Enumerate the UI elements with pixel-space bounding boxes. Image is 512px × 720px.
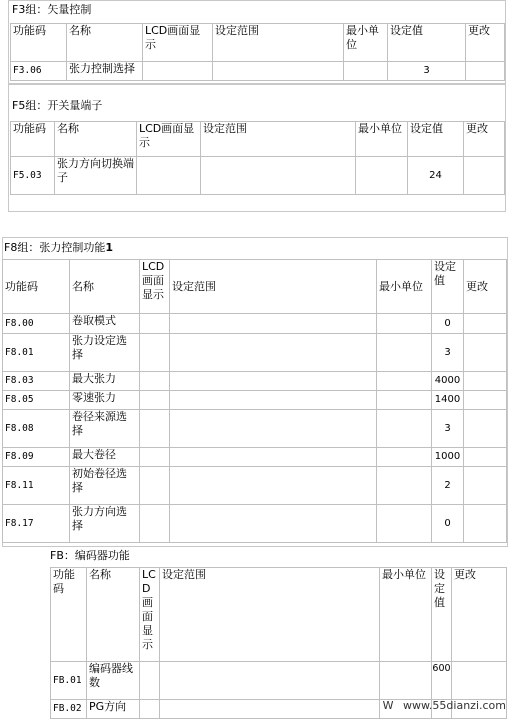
min-unit-cell — [344, 62, 388, 81]
header-cell: 最小单位 — [377, 260, 432, 314]
parameter-name: 最大张力 — [70, 372, 140, 391]
table-row — [3, 467, 507, 505]
min-unit-cell — [377, 372, 432, 391]
header-cell: LCD画面显示 — [140, 260, 170, 314]
watermark-prefix: W — [382, 699, 394, 712]
change-cell — [466, 62, 505, 81]
setting-value: 3 — [432, 334, 464, 372]
header-cell: 设定值 — [388, 24, 466, 62]
function-code: F8.05 — [3, 391, 70, 410]
setting-value: 600 — [432, 662, 452, 700]
function-code: F3.06 — [11, 62, 67, 81]
header-cell: 设定范围 — [213, 24, 344, 62]
header-cell: 更改 — [464, 260, 507, 314]
table-row — [3, 391, 507, 410]
group-f3-title: F3组：矢量控制 — [12, 3, 92, 16]
parameter-name: 最大卷径 — [70, 448, 140, 467]
change-cell — [464, 505, 507, 543]
min-unit-cell — [377, 448, 432, 467]
change-cell — [464, 448, 507, 467]
setting-value: 0 — [432, 505, 464, 543]
parameter-name: 张力设定选择 — [70, 334, 140, 372]
min-unit-cell — [377, 314, 432, 334]
parameter-name: 初始卷径选择 — [70, 467, 140, 505]
setting-range-cell — [170, 334, 377, 372]
table-row — [51, 662, 507, 700]
setting-range-cell — [213, 62, 344, 81]
min-unit-cell — [377, 467, 432, 505]
setting-value: 2 — [432, 467, 464, 505]
min-unit-cell — [377, 391, 432, 410]
setting-value: 4000 — [432, 372, 464, 391]
lcd-display-cell — [143, 62, 213, 81]
lcd-display-cell — [140, 314, 170, 334]
table-row — [11, 157, 505, 195]
header-cell: 最小单位 — [344, 24, 388, 62]
table-header-row — [11, 122, 505, 157]
change-cell — [464, 410, 507, 448]
parameter-name: 卷取模式 — [70, 314, 140, 334]
change-cell — [464, 391, 507, 410]
setting-value: 24 — [408, 157, 464, 195]
header-cell: 设定范围 — [201, 122, 356, 157]
site-watermark — [383, 699, 506, 712]
group-f5-table — [10, 121, 505, 195]
setting-range-cell — [170, 467, 377, 505]
header-cell: 最小单位 — [356, 122, 408, 157]
lcd-display-cell — [140, 391, 170, 410]
table-row — [3, 372, 507, 391]
lcd-display-cell — [140, 700, 160, 719]
group-fb-table — [50, 567, 507, 719]
table-header-row — [3, 260, 507, 314]
min-unit-cell — [377, 505, 432, 543]
header-cell: 名称 — [87, 568, 140, 662]
function-code: F5.03 — [11, 157, 55, 195]
header-cell: 名称 — [70, 260, 140, 314]
table-header-row — [51, 568, 507, 662]
table-row — [3, 505, 507, 543]
lcd-display-cell — [140, 662, 160, 700]
lcd-display-cell — [137, 157, 201, 195]
lcd-display-cell — [140, 334, 170, 372]
setting-range-cell — [170, 391, 377, 410]
group-f8-title-number: 1 — [105, 241, 113, 254]
min-unit-cell — [380, 662, 432, 700]
group-f5-title: F5组：开关量端子 — [12, 99, 103, 112]
lcd-display-cell — [140, 372, 170, 391]
setting-range-cell — [160, 700, 380, 719]
setting-range-cell — [170, 505, 377, 543]
header-cell: 设定值 — [432, 568, 452, 662]
header-cell: LCD画面显示 — [143, 24, 213, 62]
header-cell: 设定值 — [408, 122, 464, 157]
setting-value: 3 — [432, 410, 464, 448]
min-unit-cell — [377, 334, 432, 372]
function-code: FB.02 — [51, 700, 87, 719]
group-f8-title — [4, 241, 113, 255]
parameter-name: 张力控制选择 — [67, 62, 143, 81]
function-code: F8.11 — [3, 467, 70, 505]
lcd-display-cell — [140, 448, 170, 467]
function-code: F8.08 — [3, 410, 70, 448]
header-cell: 名称 — [67, 24, 143, 62]
parameter-name: 卷径来源选择 — [70, 410, 140, 448]
change-cell — [464, 467, 507, 505]
setting-range-cell — [201, 157, 356, 195]
header-cell: 名称 — [55, 122, 137, 157]
setting-value: 0 — [432, 314, 464, 334]
change-cell — [464, 334, 507, 372]
setting-value: 1000 — [432, 448, 464, 467]
lcd-display-cell — [140, 467, 170, 505]
setting-range-cell — [170, 448, 377, 467]
function-code: F8.01 — [3, 334, 70, 372]
table-row — [3, 314, 507, 334]
function-code: F8.17 — [3, 505, 70, 543]
function-code: FB.01 — [51, 662, 87, 700]
parameter-name: PG方向 — [87, 700, 140, 719]
table-row — [11, 62, 505, 81]
lcd-display-cell — [140, 410, 170, 448]
function-code: F8.03 — [3, 372, 70, 391]
min-unit-cell — [356, 157, 408, 195]
header-cell: 功能码 — [11, 122, 55, 157]
header-cell: 最小单位 — [380, 568, 432, 662]
change-cell — [464, 157, 505, 195]
parameter-name: 编码器线数 — [87, 662, 140, 700]
table-row — [3, 448, 507, 467]
change-cell — [464, 372, 507, 391]
function-code: F8.00 — [3, 314, 70, 334]
group-f8-table — [2, 259, 507, 543]
header-cell: 设定值 — [432, 260, 464, 314]
header-cell: 功能码 — [3, 260, 70, 314]
setting-value: 1400 — [432, 391, 464, 410]
lcd-display-cell — [140, 505, 170, 543]
table-header-row — [11, 24, 505, 62]
header-cell: LCD画面显示 — [140, 568, 160, 662]
function-code: F8.09 — [3, 448, 70, 467]
parameter-name: 零速张力 — [70, 391, 140, 410]
change-cell — [452, 662, 507, 700]
setting-range-cell — [170, 410, 377, 448]
change-cell — [464, 314, 507, 334]
min-unit-cell — [377, 410, 432, 448]
header-cell: 更改 — [466, 24, 505, 62]
setting-range-cell — [170, 372, 377, 391]
header-cell: 设定范围 — [160, 568, 380, 662]
parameter-name: 张力方向切换端子 — [55, 157, 137, 195]
setting-range-cell — [170, 314, 377, 334]
setting-range-cell — [160, 662, 380, 700]
setting-value: 3 — [388, 62, 466, 81]
header-cell: 功能码 — [11, 24, 67, 62]
header-cell: 设定范围 — [170, 260, 377, 314]
table-row — [3, 410, 507, 448]
group-fb-title: FB：编码器功能 — [50, 549, 130, 562]
header-cell: 功能码 — [51, 568, 87, 662]
table-row — [3, 334, 507, 372]
watermark-url: www.55dianzi.com — [402, 699, 506, 712]
group-f3-table — [10, 23, 505, 81]
header-cell: 更改 — [452, 568, 507, 662]
parameter-name: 张力方向选择 — [70, 505, 140, 543]
header-cell: 更改 — [464, 122, 505, 157]
header-cell: LCD画面显示 — [137, 122, 201, 157]
group-f8-title-text: F8组：张力控制功能 — [4, 241, 106, 254]
